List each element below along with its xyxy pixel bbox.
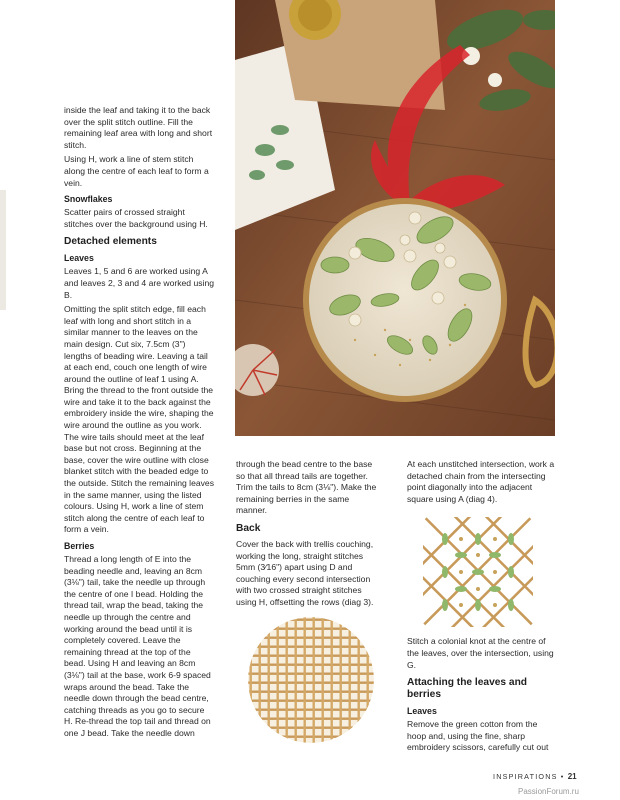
text-column-2 xyxy=(236,459,380,612)
paragraph: At each unstitched intersection, work a detached chain from the intersecting point diagonally into the adjacent square using A (diag 4). xyxy=(407,459,555,504)
subheading-leaves: Leaves xyxy=(407,706,437,717)
subheading-leaves: Leaves xyxy=(64,253,94,264)
section-heading-detached-elements: Detached elements xyxy=(64,236,157,248)
magazine-name: INSPIRATIONS xyxy=(493,772,558,781)
paragraph: through the bead centre to the base so that all thread tails are together. Trim the tails to 8cm (3⅛"). Make the remaining berries in the same manner. xyxy=(236,459,377,516)
trellis-diagram-4 xyxy=(423,517,533,632)
paragraph: Cover the back with trellis couching, working the long, straight stitches 5mm (3⁄16") apart using D and couching every second intersection with two crossed straight stitches using H, offsetting the rows (diag 3). xyxy=(236,538,374,607)
paragraph: Stitch a colonial knot at the centre of the leaves, over the intersection, using G. xyxy=(407,636,554,670)
section-heading-snowflakes: Snowflakes xyxy=(64,194,113,205)
watermark: PassionForum.ru xyxy=(518,787,579,796)
paragraph: Scatter pairs of crossed straight stitches over the background using H. xyxy=(64,207,208,229)
ornament-photo xyxy=(235,0,555,436)
section-heading-back: Back xyxy=(236,522,261,534)
page-edge-shadow xyxy=(0,190,6,310)
text-column-1 xyxy=(64,105,214,743)
section-heading-attaching: Attaching the leaves and berries xyxy=(407,677,528,701)
footer-separator: • xyxy=(560,772,565,781)
paragraph: Leaves 1, 5 and 6 are worked using A and leaves 2, 3 and 4 are worked using B. xyxy=(64,266,215,300)
page-number: 21 xyxy=(567,772,577,781)
subheading-berries: Berries xyxy=(64,541,95,551)
trellis-diagram-3 xyxy=(246,615,376,750)
paragraph: Omitting the split stitch edge, fill each leaf with long and short stitch in a similar manner to the leaves on the main design. Cut six, 7.5cm (3") lengths of beading wire. Leaving a tail at each end, couch one length of wire around the outline of leaf 1 using A. Bring the thread to the front outside the wire and take it to the back against the embroidery inside the wire, shaping the wire around the outline as you work. The wire tails should meet at the leaf base but not cross. Beginning at the base, cover the wire outline with close blanket stitch with the beaded edge to the outside. Stitch the remaining leaves in the same manner, using the listed colours. Using H, work a line of stem stitch along the centre of each leaf to form a vein. xyxy=(64,304,215,535)
paragraph: Remove the green cotton from the hoop and, using the fine, sharp embroidery scissors, carefully cut out xyxy=(407,719,549,753)
paragraph: Using H, work a line of stem stitch along the centre of each leaf to form a vein. xyxy=(64,154,209,188)
paragraph: inside the leaf and taking it to the back over the split stitch outline. Fill the remaining leaf area with long and short stitch. xyxy=(64,105,213,150)
page-footer xyxy=(493,772,577,781)
paragraph: Thread a long length of E into the beading needle and, leaving an 8cm (3⅛") tail, take the needle up through the centre of one I bead. Holding the thread tail, wrap the bead, taking the needle up through the centre and working around the bead until it is completely covered. Leave the remaining thread at the top of the bead. Using H and leaving an 8cm (3⅛") tail at the base, work 6-9 spaced wraps around the bead. Take the needle down through the bead centre, catching threads as you go to secure H. Re-thread the top tail and thread on one J bead. Take the needle down xyxy=(64,554,211,738)
